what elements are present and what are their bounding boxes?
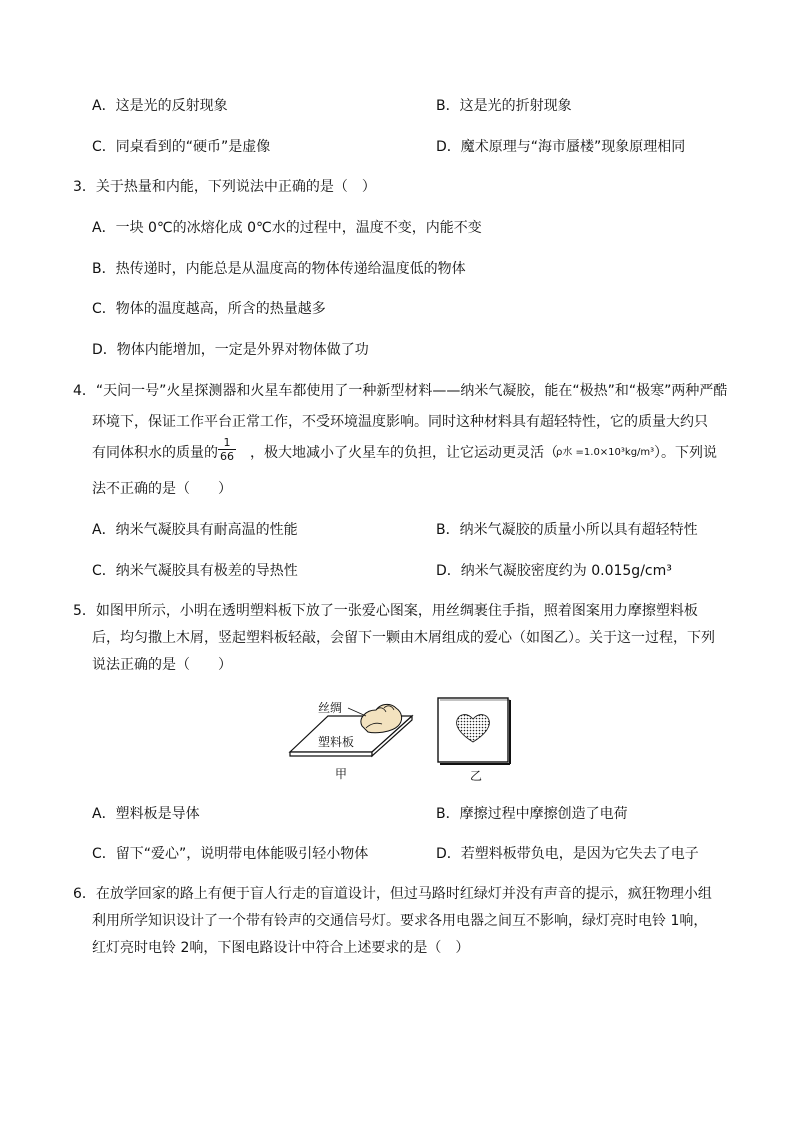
q5-stem-line2: 后，均匀撒上木屑，竖起塑料板轻敲，会留下一颗由木屑组成的爱心（如图乙）。关于这一过程，下列 (92, 630, 715, 646)
q3-option-c: C．物体的温度越高，所含的热量越多 (92, 301, 326, 317)
hand-silk-illustration (361, 704, 402, 732)
q4-stem-line3-before: 有同体积水的质量的 (92, 445, 218, 461)
q4-fraction (218, 436, 236, 463)
q4-option-a: A．纳米气凝胶具有耐高温的性能 (92, 522, 298, 538)
q4-stem-line1: 4．“天问一号”火星探测器和火星车都使用了一种新型材料——纳米气凝胶，能在“极热”和“极寒”两种严酷 (73, 383, 728, 399)
q3-option-d: D．物体内能增加，一定是外界对物体做了功 (92, 342, 369, 358)
q4-fraction-denominator: 66 (220, 450, 234, 463)
q6-stem-line3: 红灯亮时电铃 2响，下图电路设计中符合上述要求的是（ ） (92, 940, 470, 956)
q2-option-a: A．这是光的反射现象 (92, 98, 228, 114)
q6-stem-line1: 6．在放学回家的路上有便于盲人行走的盲道设计，但过马路时红绿灯并没有声音的提示，疯狂物理小组 (73, 886, 712, 902)
q4-stem-line2: 环境下，保证工作平台正常工作，不受环境温度影响。同时这种材料具有超轻特性，它的质量大约只 (92, 414, 708, 430)
q3-stem: 3．关于热量和内能，下列说法中正确的是（ ） (73, 179, 376, 195)
q4-option-b: B．纳米气凝胶的质量小所以具有超轻特性 (436, 522, 698, 538)
q2-option-c: C．同桌看到的“硬币”是虚像 (92, 139, 271, 155)
q2-option-d: D．魔术原理与“海市蜃楼”现象原理相同 (436, 139, 686, 155)
q5-figure (280, 690, 520, 790)
caption-right: 乙 (470, 769, 483, 783)
q4-stem-line3-after: ）。下列说 (654, 445, 717, 461)
board-with-heart-illustration (438, 698, 510, 764)
q5-option-b: B．摩擦过程中摩擦创造了电荷 (436, 806, 628, 822)
q4-stem-line3-middle: ，极大地减小了火星车的负担，让它运动更灵活（ (250, 445, 558, 461)
label-board: 塑料板 (318, 735, 355, 749)
q3-option-a: A．一块 0℃的冰熔化成 0℃水的过程中，温度不变，内能不变 (92, 220, 482, 236)
q5-stem-line1: 5．如图甲所示，小明在透明塑料板下放了一张爱心图案，用丝绸裹住手指，照着图案用力摩擦塑料板 (73, 603, 698, 619)
q4-option-d: D．纳米气凝胶密度约为 0.015g/cm³ (436, 563, 672, 579)
q3-option-b: B．热传递时，内能总是从温度高的物体传递给温度低的物体 (92, 261, 466, 277)
caption-left: 甲 (335, 767, 348, 781)
q4-option-c: C．纳米气凝胶具有极差的导热性 (92, 563, 298, 579)
q5-option-a: A．塑料板是导体 (92, 806, 200, 822)
q4-density-formula: ρ水 =1.0×10³kg/m³ (556, 447, 655, 458)
q5-option-d: D．若塑料板带负电，是因为它失去了电子 (436, 846, 699, 862)
label-silk: 丝绸 (318, 701, 343, 715)
q4-stem-line4: 法不正确的是（ ） (92, 481, 232, 497)
q5-option-c: C．留下“爱心”，说明带电体能吸引轻小物体 (92, 846, 369, 862)
q5-stem-line3: 说法正确的是（ ） (92, 657, 232, 673)
q6-stem-line2: 利用所学知识设计了一个带有铃声的交通信号灯。要求各用电器之间互不影响，绿灯亮时电铃 1响， (92, 913, 708, 929)
q2-option-b: B．这是光的折射现象 (436, 98, 572, 114)
q4-fraction-numerator: 1 (218, 436, 236, 450)
